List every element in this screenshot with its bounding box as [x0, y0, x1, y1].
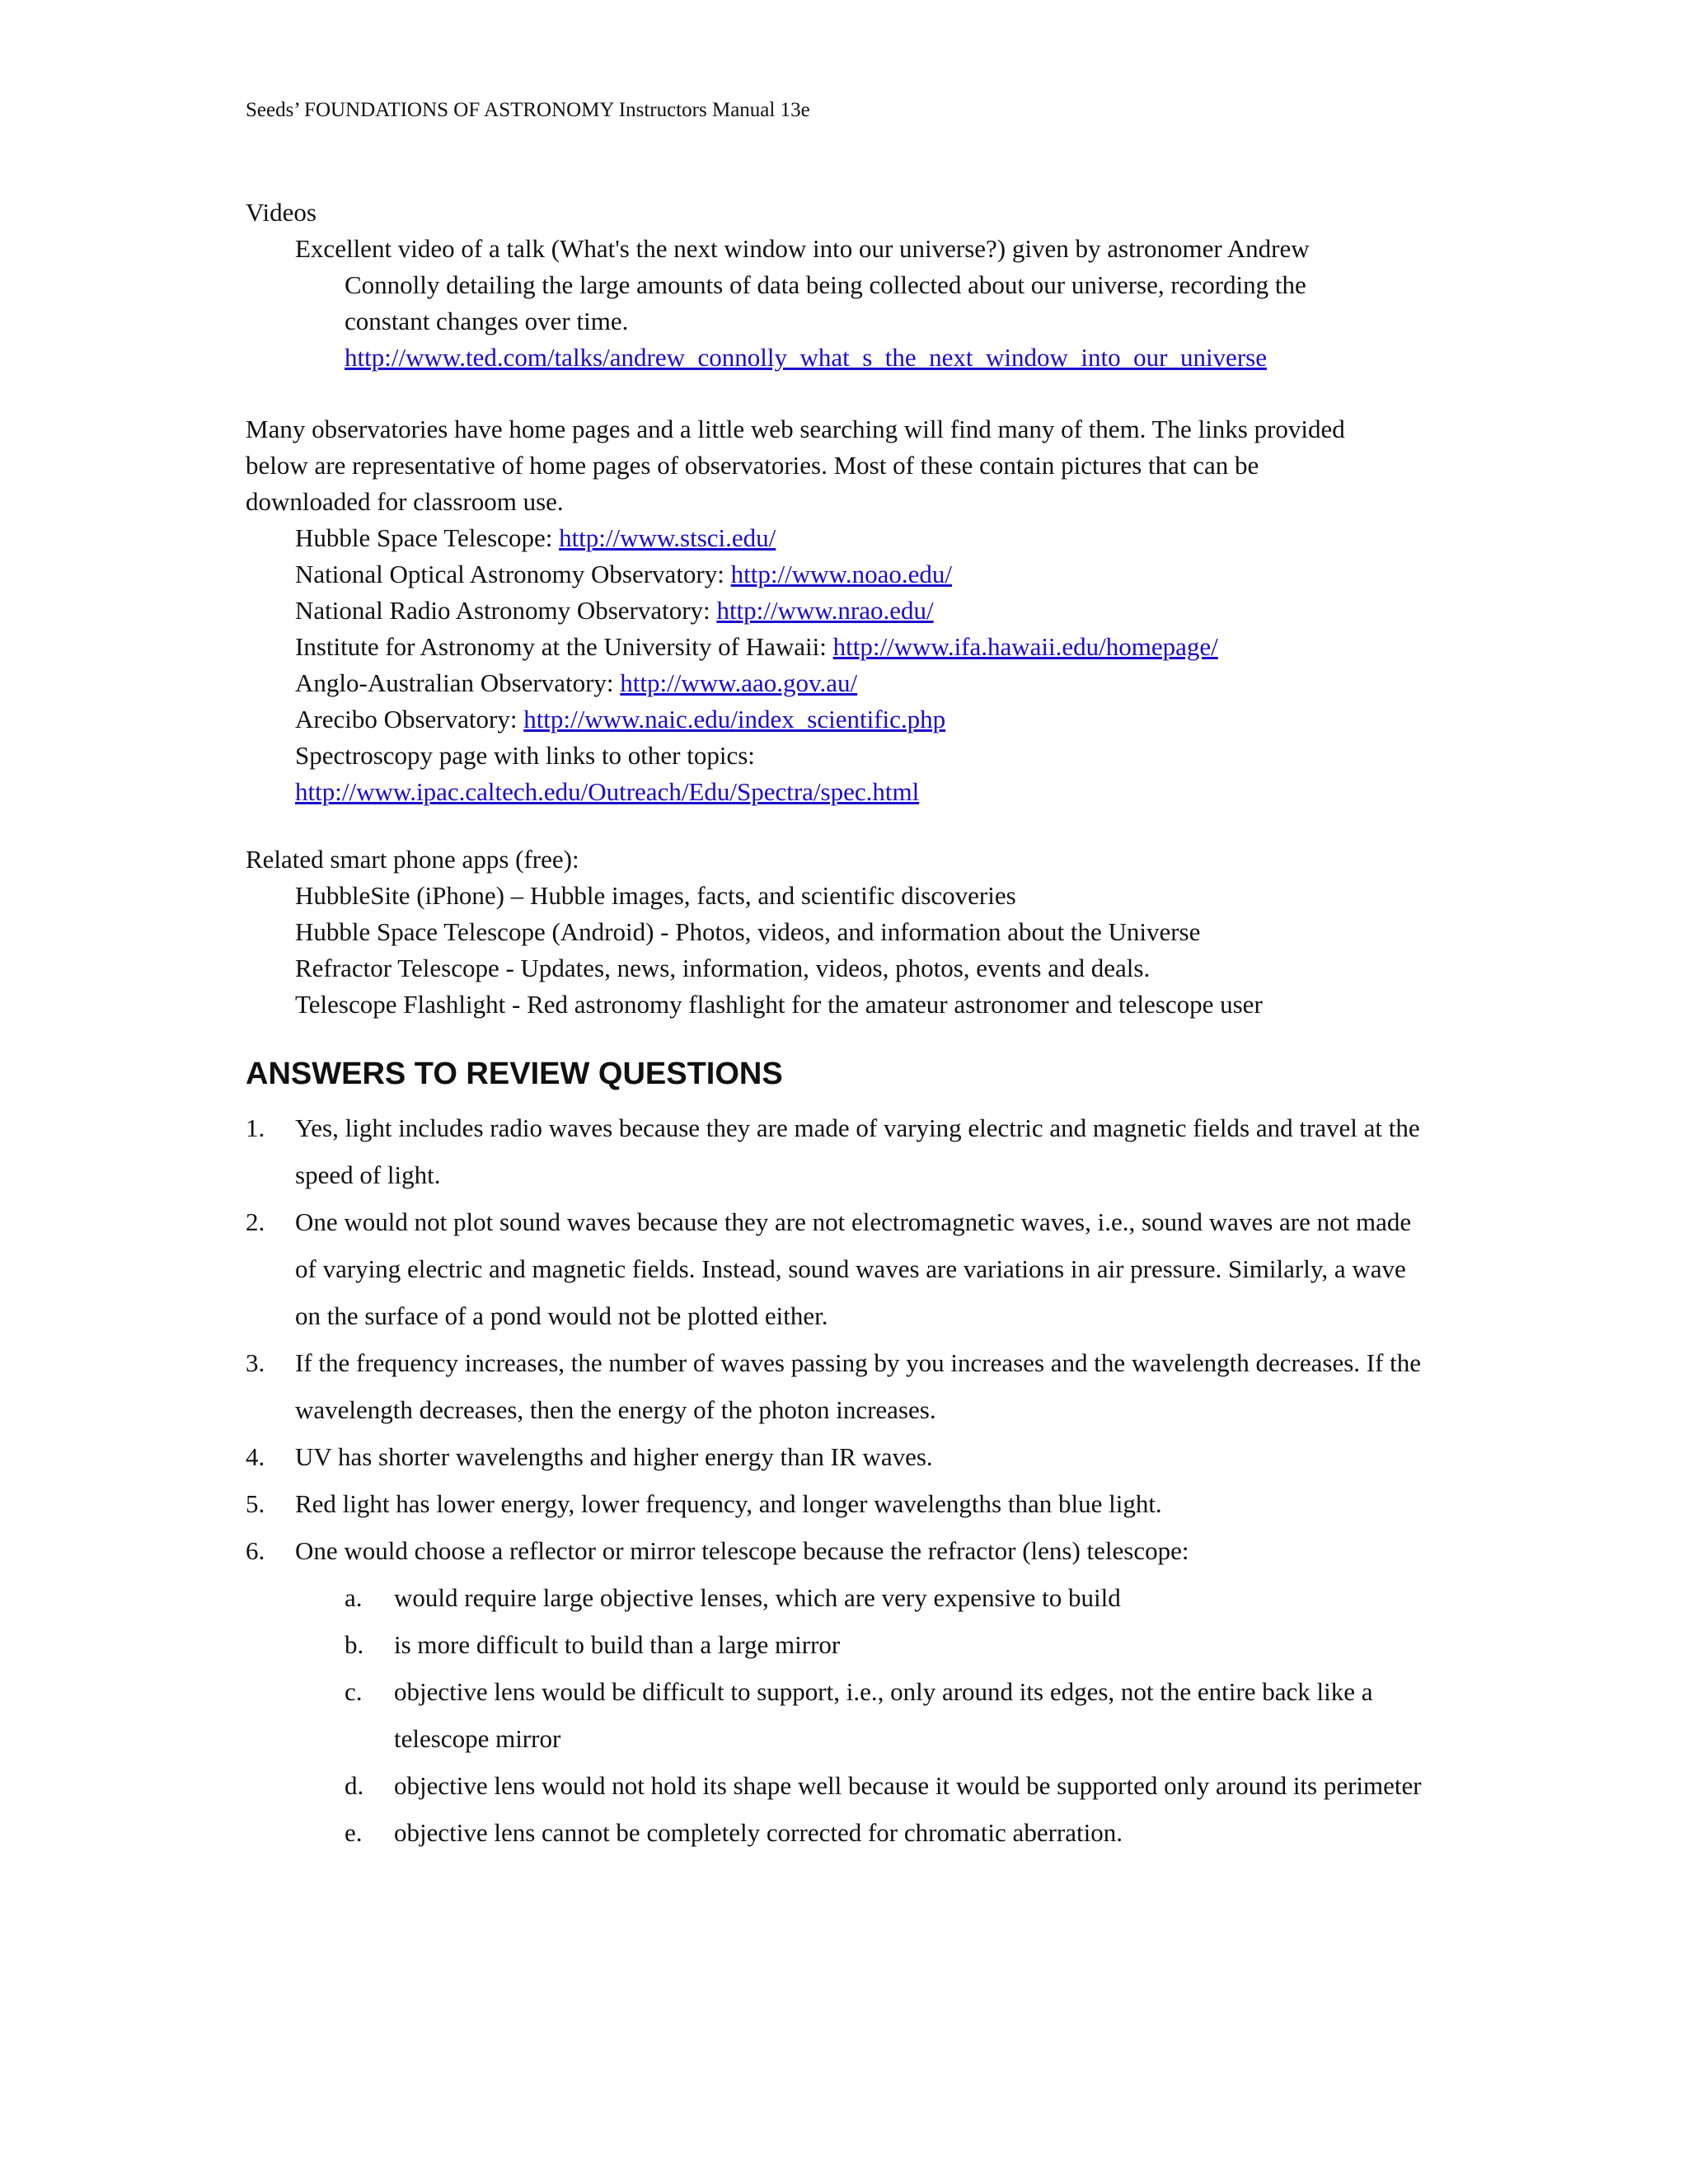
ted-talk-link[interactable]: http://www.ted.com/talks/andrew_connolly_what_s_the_next_window_into_our_universe	[345, 343, 1267, 372]
apps-section	[246, 841, 1432, 1023]
videos-section	[246, 194, 1432, 376]
sub-answer-text: objective lens would be difficult to support, i.e., only around its edges, not the entire back like a telescope mirror	[394, 1677, 1373, 1753]
observatories-intro-line: below are representative of home pages of observatories. Most of these contain pictures that can be	[246, 451, 1259, 480]
spectroscopy-label: Spectroscopy page with links to other topics:	[295, 741, 755, 770]
app-item: Refractor Telescope - Updates, news, information, videos, photos, events and deals.	[295, 954, 1151, 982]
answer-text: Yes, light includes radio waves because they are made of varying electric and magnetic fields and travel at the speed of light.	[295, 1113, 1420, 1189]
answer-text: Red light has lower energy, lower frequency, and longer wavelengths than blue light.	[295, 1489, 1162, 1518]
sub-answer-text: would require large objective lenses, which are very expensive to build	[394, 1583, 1121, 1612]
observatory-item	[246, 556, 1432, 593]
answer-sub-list	[246, 1574, 1432, 1856]
sub-answer-item	[246, 1621, 1432, 1668]
answer-item	[246, 1339, 1432, 1433]
answer-text: If the frequency increases, the number of waves passing by you increases and the wavelength decreases. If the wavelength decreases, then the energy of the photon increases.	[295, 1348, 1422, 1424]
sub-answer-text: objective lens cannot be completely corrected for chromatic aberration.	[394, 1818, 1123, 1847]
observatories-intro-line: downloaded for classroom use.	[246, 487, 564, 516]
sub-answer-item	[246, 1668, 1432, 1762]
sub-answer-letter: b.	[345, 1630, 364, 1659]
answer-number: 3.	[246, 1348, 265, 1377]
sub-answer-letter: e.	[345, 1818, 363, 1847]
aao-link[interactable]: http://www.aao.gov.au/	[620, 668, 858, 697]
answer-item	[246, 1480, 1432, 1527]
answer-number: 6.	[246, 1536, 265, 1565]
sub-answer-letter: d.	[345, 1771, 364, 1800]
answer-number: 2.	[246, 1207, 265, 1236]
videos-description-line: Connolly detailing the large amounts of data being collected about our universe, recording the	[345, 270, 1306, 299]
videos-description-line: Excellent video of a talk (What's the next window into our universe?) given by astronomer Andrew	[295, 234, 1310, 263]
observatory-label: Hubble Space Telescope:	[295, 523, 560, 552]
observatory-item	[246, 593, 1432, 629]
sub-answer-letter: c.	[345, 1677, 363, 1706]
answer-number: 1.	[246, 1113, 265, 1142]
sub-answer-letter: a.	[345, 1583, 363, 1612]
answer-item	[246, 1433, 1432, 1480]
noao-link[interactable]: http://www.noao.edu/	[730, 560, 952, 588]
answer-text: UV has shorter wavelengths and higher energy than IR waves.	[295, 1442, 933, 1471]
observatory-item	[246, 520, 1432, 556]
observatory-label: National Radio Astronomy Observatory:	[295, 596, 717, 625]
sub-answer-item	[246, 1574, 1432, 1621]
observatory-item	[246, 701, 1432, 738]
answer-item	[246, 1527, 1432, 1574]
observatories-section	[246, 411, 1432, 810]
sub-answer-text: objective lens would not hold its shape well because it would be supported only around its perimeter	[394, 1771, 1422, 1800]
observatory-label: Anglo-Australian Observatory:	[295, 668, 621, 697]
answer-number: 5.	[246, 1489, 265, 1518]
arecibo-link[interactable]: http://www.naic.edu/index_scientific.php	[523, 705, 946, 733]
answer-text: One would not plot sound waves because they are not electromagnetic waves, i.e., sound waves are not made of varying electric and magnetic fields. Instead, sound waves are variations in air pressure. Similarly, a wave on the surface of a pond would not be plotted either.	[295, 1207, 1412, 1330]
videos-heading: Videos	[246, 198, 316, 227]
videos-description-line: constant changes over time.	[345, 307, 629, 335]
sub-answer-item	[246, 1809, 1432, 1856]
ifa-hawaii-link[interactable]: http://www.ifa.hawaii.edu/homepage/	[832, 632, 1218, 661]
nrao-link[interactable]: http://www.nrao.edu/	[716, 596, 934, 625]
observatory-label: Institute for Astronomy at the University of Hawaii:	[295, 632, 833, 661]
review-answers-list	[246, 1104, 1432, 1856]
running-header: Seeds’ FOUNDATIONS OF ASTRONOMY Instructors Manual 13e	[246, 99, 810, 121]
observatory-item	[246, 629, 1432, 665]
answer-item	[246, 1198, 1432, 1339]
spectroscopy-link[interactable]: http://www.ipac.caltech.edu/Outreach/Edu/Spectra/spec.html	[295, 777, 920, 806]
observatory-label: National Optical Astronomy Observatory:	[295, 560, 731, 588]
sub-answer-item	[246, 1762, 1432, 1809]
observatory-label: Arecibo Observatory:	[295, 705, 524, 733]
sub-answer-text: is more difficult to build than a large mirror	[394, 1630, 841, 1659]
answer-text: One would choose a reflector or mirror telescope because the refractor (lens) telescope:	[295, 1536, 1189, 1565]
app-item: Hubble Space Telescope (Android) - Photos, videos, and information about the Universe	[295, 917, 1201, 946]
app-item: HubbleSite (iPhone) – Hubble images, facts, and scientific discoveries	[295, 881, 1016, 910]
answer-number: 4.	[246, 1442, 265, 1471]
observatory-item	[246, 665, 1432, 701]
apps-heading: Related smart phone apps (free):	[246, 845, 579, 874]
stsci-link[interactable]: http://www.stsci.edu/	[559, 523, 776, 552]
observatories-intro-line: Many observatories have home pages and a little web searching will find many of them. The links provided	[246, 415, 1345, 443]
answer-item	[246, 1104, 1432, 1198]
app-item: Telescope Flashlight - Red astronomy flashlight for the amateur astronomer and telescope user	[295, 990, 1263, 1019]
review-answers-heading: ANSWERS TO REVIEW QUESTIONS	[246, 1057, 783, 1091]
